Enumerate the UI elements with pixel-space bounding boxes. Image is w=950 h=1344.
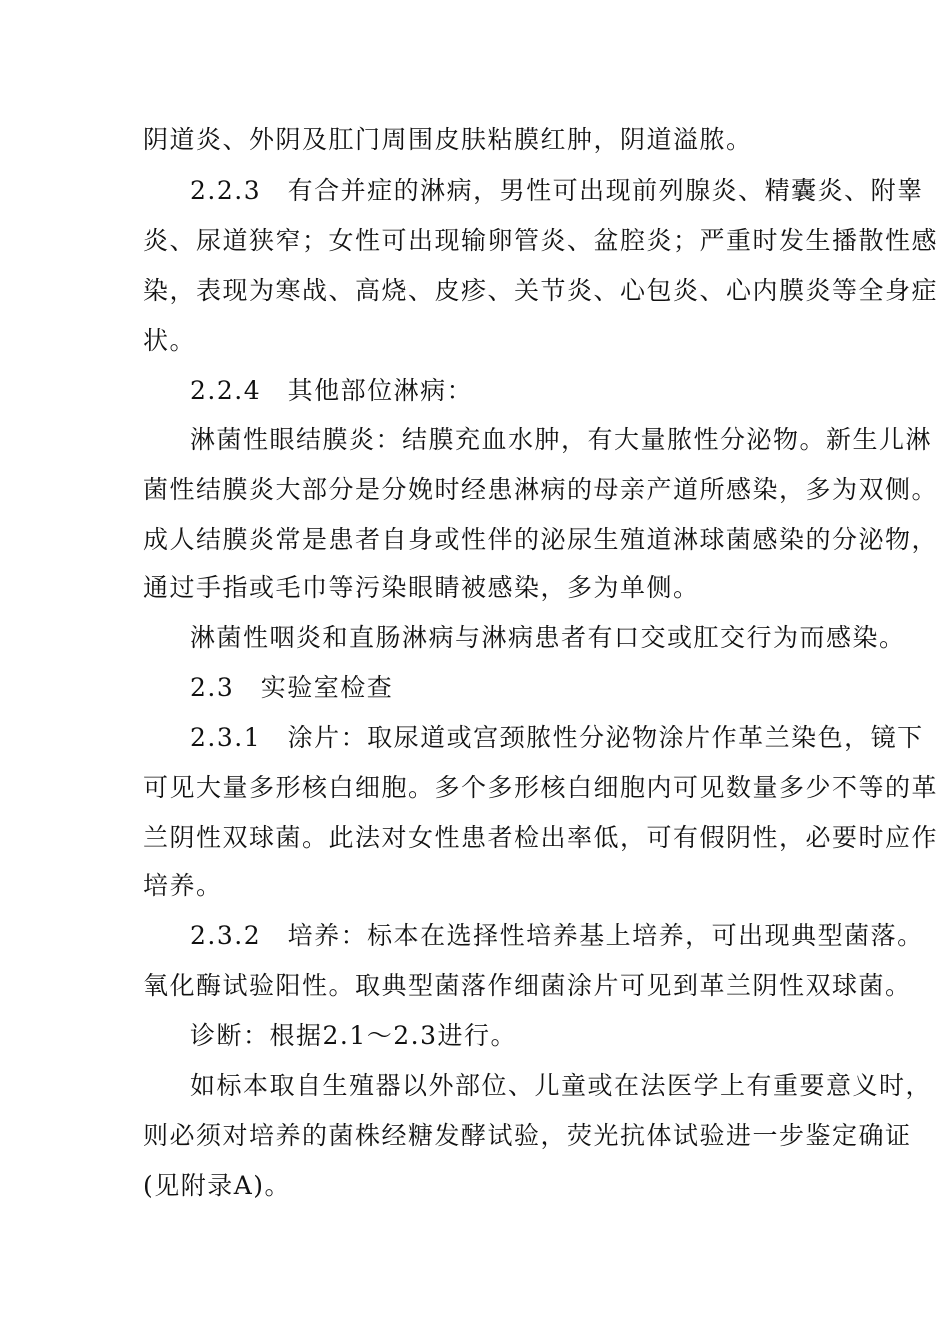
- section-2-2-4-heading: 2.2.4 其他部位淋病：: [190, 376, 474, 405]
- paragraph-line: 通过手指或毛巾等污染眼睛被感染，多为单侧。: [143, 573, 700, 602]
- paragraph-line: 阴道炎、外阴及肛门周围皮肤粘膜红肿，阴道溢脓。: [143, 125, 753, 154]
- paragraph-line: 炎、尿道狭窄；女性可出现输卵管炎、盆腔炎；严重时发生播散性感: [143, 226, 939, 255]
- paragraph-line: 氧化酶试验阳性。取典型菌落作细菌涂片可见到革兰阴性双球菌。: [143, 971, 912, 1000]
- paragraph-line: 淋菌性眼结膜炎：结膜充血水肿，有大量脓性分泌物。新生儿淋: [190, 425, 933, 454]
- paragraph-line: 状。: [143, 326, 197, 355]
- section-2-3-heading: 2.3 实验室检查: [190, 673, 394, 702]
- paragraph-line: 兰阴性双球菌。此法对女性患者检出率低，可有假阴性，必要时应作: [143, 823, 939, 852]
- paragraph-line: 培养。: [143, 871, 223, 900]
- paragraph-line: 染，表现为寒战、高烧、皮疹、关节炎、心包炎、心内膜炎等全身症: [143, 276, 939, 305]
- diagnosis-line: 诊断：根据2.1～2.3进行。: [190, 1021, 518, 1050]
- paragraph-line: 成人结膜炎常是患者自身或性伴的泌尿生殖道淋球菌感染的分泌物，: [143, 525, 939, 554]
- section-2-3-1-heading-line: 2.3.1 涂片：取尿道或宫颈脓性分泌物涂片作革兰染色，镜下: [190, 723, 924, 752]
- paragraph-line: 如标本取自生殖器以外部位、儿童或在法医学上有重要意义时，: [190, 1071, 933, 1100]
- section-2-2-3-heading-line: 2.2.3 有合并症的淋病，男性可出现前列腺炎、精囊炎、附睾: [190, 176, 924, 205]
- paragraph-line: (见附录A)。: [143, 1171, 292, 1200]
- paragraph-line: 淋菌性咽炎和直肠淋病与淋病患者有口交或肛交行为而感染。: [190, 623, 906, 652]
- paragraph-line: 菌性结膜炎大部分是分娩时经患淋病的母亲产道所感染，多为双侧。: [143, 475, 939, 504]
- paragraph-line: 则必须对培养的菌株经糖发酵试验，荧光抗体试验进一步鉴定确证: [143, 1121, 912, 1150]
- section-2-3-2-heading-line: 2.3.2 培养：标本在选择性培养基上培养，可出现典型菌落。: [190, 921, 924, 950]
- paragraph-line: 可见大量多形核白细胞。多个多形核白细胞内可见数量多少不等的革: [143, 773, 939, 802]
